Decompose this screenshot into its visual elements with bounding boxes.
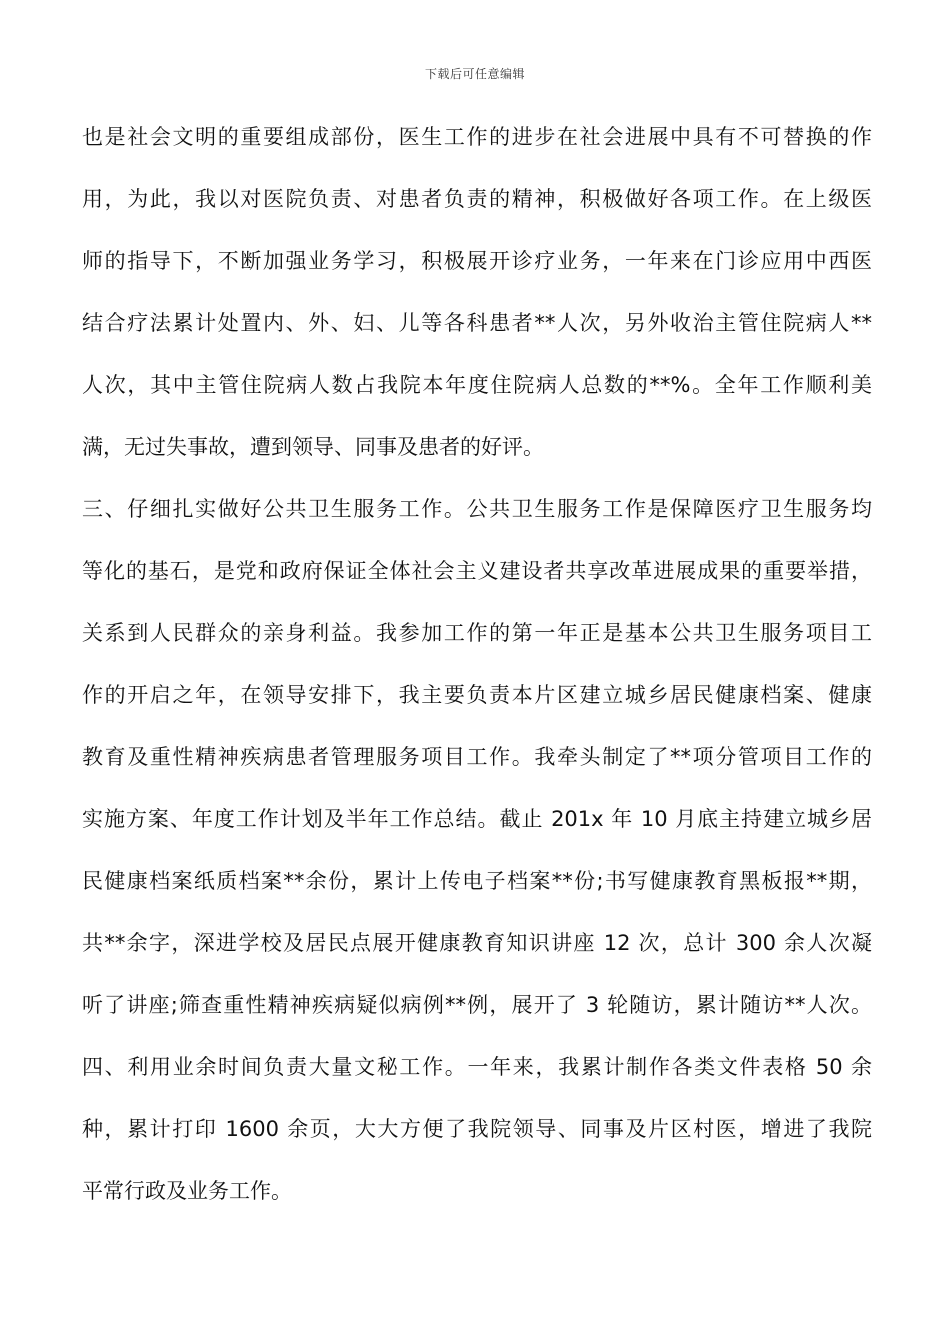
- paragraph-line: 等化的基石，是党和政府保证全体社会主义建设者共享改革进展成果的重要举措，: [82, 559, 872, 583]
- paragraph-line: 用，为此，我以对医院负责、对患者负责的精神，积极做好各项工作。在上级医: [82, 187, 872, 211]
- paragraph-line: 结合疗法累计处置内、外、妇、儿等各科患者**人次，另外收治主管住院病人**: [82, 311, 872, 335]
- paragraph-line: 平常行政及业务工作。: [82, 1179, 292, 1203]
- paragraph-line: 关系到人民群众的亲身利益。我参加工作的第一年正是基本公共卫生服务项目工: [82, 621, 872, 645]
- paragraph-line: 听了讲座;筛查重性精神疾病疑似病例**例，展开了 3 轮随访，累计随访**人次。: [82, 993, 872, 1017]
- paragraph-line: 民健康档案纸质档案**余份，累计上传电子档案**份;书写健康教育黑板报**期，: [82, 869, 872, 893]
- paragraph-line: 作的开启之年，在领导安排下，我主要负责本片区建立城乡居民健康档案、健康: [82, 683, 872, 707]
- paragraph-line: 师的指导下，不断加强业务学习，积极展开诊疗业务，一年来在门诊应用中西医: [82, 249, 872, 273]
- paragraph-line: 共**余字，深进学校及居民点展开健康教育知识讲座 12 次，总计 300 余人次凝: [82, 931, 872, 955]
- paragraph-line: 种，累计打印 1600 余页，大大方便了我院领导、同事及片区村医，增进了我院: [82, 1117, 872, 1141]
- document-body: [82, 118, 872, 1234]
- paragraph-line: 四、利用业余时间负责大量文秘工作。一年来，我累计制作各类文件表格 50 余: [82, 1055, 872, 1079]
- page-header: 下载后可任意编辑: [424, 67, 525, 81]
- paragraph-line: 人次，其中主管住院病人数占我院本年度住院病人总数的**%。全年工作顺利美: [82, 373, 872, 397]
- paragraph-line: 三、仔细扎实做好公共卫生服务工作。公共卫生服务工作是保障医疗卫生服务均: [82, 497, 872, 521]
- paragraph-line: 满，无过失事故，遭到领导、同事及患者的好评。: [82, 435, 544, 459]
- paragraph-line: 教育及重性精神疾病患者管理服务项目工作。我牵头制定了**项分管项目工作的: [82, 745, 872, 769]
- paragraph-line: 也是社会文明的重要组成部份，医生工作的进步在社会进展中具有不可替换的作: [82, 125, 872, 149]
- paragraph-line: 实施方案、年度工作计划及半年工作总结。截止 201x 年 10 月底主持建立城乡居: [82, 807, 872, 831]
